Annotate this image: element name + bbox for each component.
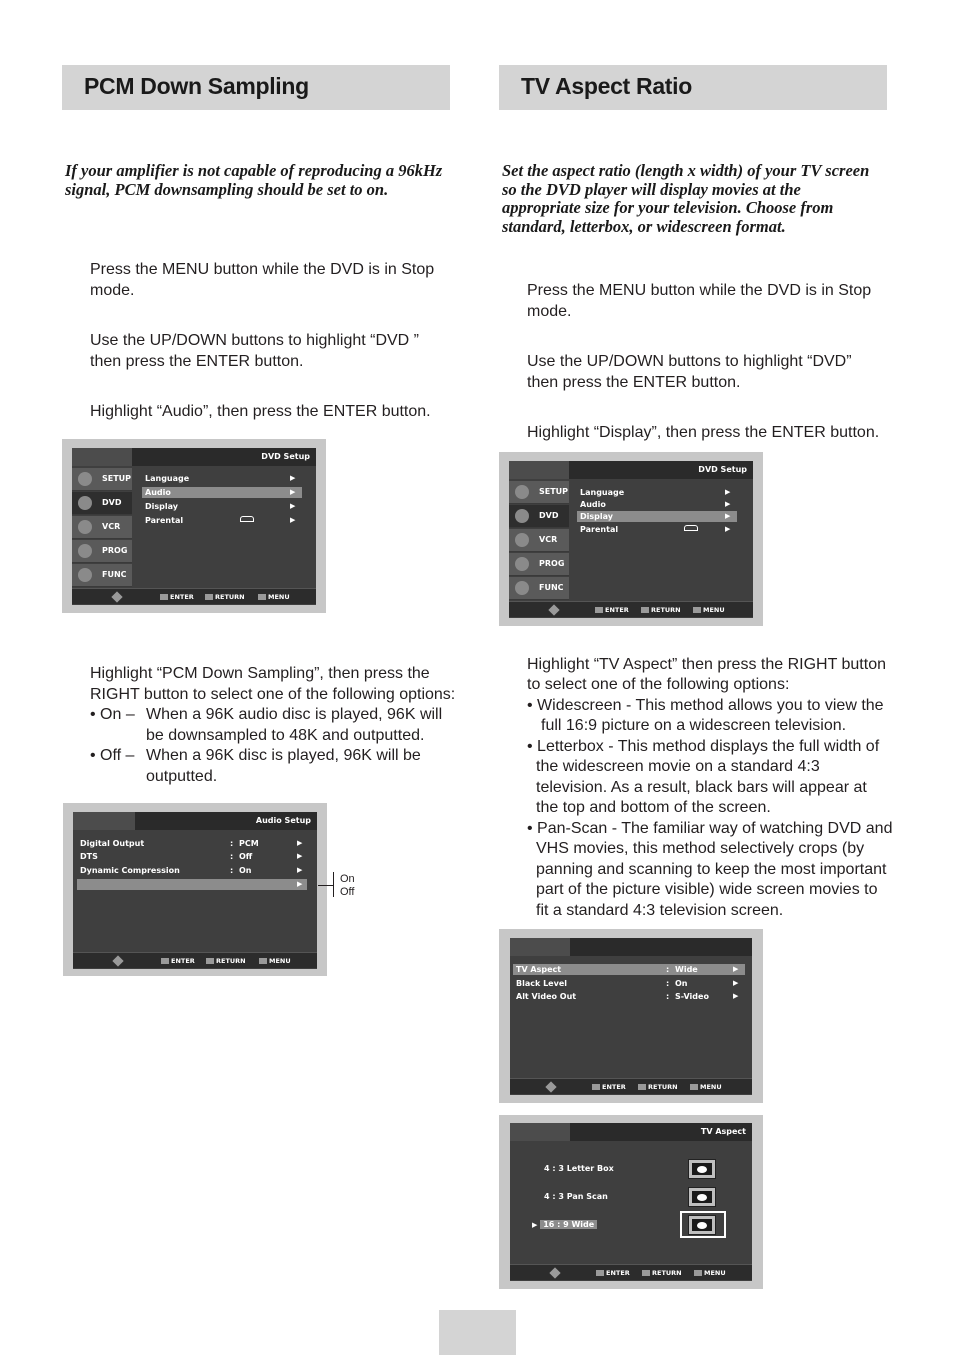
pcm-step-4-line2: RIGHT button to select one of the following options: [90, 686, 456, 703]
menu-icon [694, 1270, 702, 1276]
osd-title: TV Aspect [700, 1127, 746, 1136]
display-row-tv-aspect: TV Aspect : Wide ▶ [513, 964, 745, 975]
move-icon [112, 955, 123, 966]
nav-setup: SETUP [509, 481, 569, 504]
enter-icon [595, 607, 603, 613]
pcm-option-off-desc1: When a 96K disc is played, 96K will be [146, 747, 421, 764]
pcm-step-1: Press the MENU button while the DVD is in Stop mode. [90, 261, 435, 299]
function-icon [515, 581, 529, 595]
tv-option-panscan-2: VHS movies, this method selectively crops (by [536, 840, 865, 857]
pcm-option-off-desc2: outputted. [146, 768, 218, 785]
menu-icon [693, 607, 701, 613]
audio-row-dts: DTS : Off ▶ [80, 852, 303, 861]
nav-prog: PROG [509, 553, 569, 576]
gear-icon [78, 472, 92, 486]
side-label-off: Off [340, 886, 355, 898]
pcm-option-on-desc2: be downsampled to 48K and outputted. [146, 727, 425, 744]
tv-option-letterbox-4: the top and bottom of the screen. [536, 799, 771, 816]
display-row-black-level: Black Level : On ▶ [516, 979, 739, 988]
tv-option-panscan-5: fit a standard 4:3 television screen. [536, 902, 784, 919]
audio-row-digital-output: Digital Output : PCM ▶ [80, 839, 303, 848]
move-icon [549, 1267, 560, 1278]
enter-icon [592, 1084, 600, 1090]
disc-icon [78, 496, 92, 510]
menu-icon [258, 594, 266, 600]
tv-step-4-line2: to select one of the following options: [527, 676, 790, 693]
osd-bottom-bar: ENTER RETURN MENU [73, 952, 317, 968]
panscan-tv-icon [688, 1187, 716, 1207]
side-label-on: On [340, 873, 355, 885]
osd-screen [72, 448, 316, 605]
lock-icon [240, 516, 254, 522]
nav-func: FUNC [509, 577, 569, 600]
osd-screenshot-audio-setup [63, 803, 327, 976]
move-icon [545, 1081, 556, 1092]
osd-title-bar [72, 448, 316, 466]
tv-step-3: Highlight “Display”, then press the ENTER button. [527, 424, 880, 441]
pcm-option-off-label: • Off – [90, 747, 135, 764]
osd-screenshot-dvd-setup-display [499, 452, 763, 626]
return-icon [205, 594, 213, 600]
tv-option-widescreen-2: full 16:9 picture on a widescreen television. [541, 717, 847, 734]
tv-option-letterbox-2: the widescreen movie on a standard 4:3 [536, 758, 820, 775]
letterbox-tv-icon [688, 1159, 716, 1179]
tv-option-panscan-4: part of the picture visible) wide screen movies to [536, 881, 878, 898]
lock-icon [684, 525, 698, 531]
pcm-step-4-line1: Highlight “PCM Down Sampling”, then press the [90, 665, 430, 682]
osd-screenshot-dvd-setup-audio [62, 439, 326, 613]
function-icon [78, 568, 92, 582]
section-title-tv-aspect: TV Aspect Ratio [521, 73, 693, 99]
display-row-alt-video-out: Alt Video Out : S-Video ▶ [516, 992, 739, 1001]
aspect-option-wide: ▶ 16 : 9 Wide [532, 1220, 597, 1229]
nav-prog: PROG [72, 540, 132, 563]
return-icon [641, 607, 649, 613]
osd-title: Audio Setup [255, 816, 311, 825]
menu-item-parental: Parental ▶ [580, 525, 731, 534]
enter-icon [596, 1270, 604, 1276]
menu-item-parental: Parental ▶ [145, 516, 296, 525]
osd-bottom-bar: ENTER RETURN MENU [509, 601, 753, 617]
menu-icon [690, 1084, 698, 1090]
osd-screen [510, 1123, 752, 1281]
callout-line [318, 885, 333, 886]
osd-screenshot-display-setup [499, 929, 763, 1103]
audio-row-dynamic-compression: Dynamic Compression : On ▶ [80, 866, 303, 875]
pcm-option-on-desc1: When a 96K audio disc is played, 96K will [146, 706, 443, 723]
osd-title-bar [509, 461, 753, 479]
clock-icon [515, 557, 529, 571]
tv-option-letterbox-1: • Letterbox - This method displays the full width of [527, 738, 880, 755]
disc-icon [515, 509, 529, 523]
section-title-pcm: PCM Down Sampling [84, 73, 309, 99]
return-icon [642, 1270, 650, 1276]
section-header-pcm [62, 65, 450, 110]
osd-title: DVD Setup [698, 465, 747, 474]
tv-option-letterbox-3: television. As a result, black bars will appear at [536, 779, 867, 796]
tv-step-2: Use the UP/DOWN buttons to highlight “DVD” then press the ENTER button. [527, 353, 852, 391]
return-icon [206, 958, 214, 964]
osd-title-bar [73, 812, 317, 830]
nav-vcr: VCR [72, 516, 132, 539]
nav-setup: SETUP [72, 468, 132, 491]
menu-item-display: Display ▶ [577, 511, 737, 522]
nav-dvd: DVD [509, 505, 569, 528]
nav-dvd: DVD [72, 492, 132, 515]
osd-screen [510, 938, 752, 1095]
aspect-option-letterbox: 4 : 3 Letter Box [544, 1164, 614, 1173]
return-icon [638, 1084, 646, 1090]
section-header-tv-aspect [499, 65, 887, 110]
enter-icon [161, 958, 169, 964]
move-icon [111, 591, 122, 602]
tv-option-widescreen-1: • Widescreen - This method allows you to view the [527, 697, 884, 714]
menu-item-display: Display ▶ [145, 502, 296, 511]
osd-bottom-bar: ENTER RETURN MENU [72, 588, 316, 604]
osd-screen [73, 812, 317, 969]
nav-func: FUNC [72, 564, 132, 587]
osd-title-bar [510, 938, 752, 956]
osd-title-bar [510, 1123, 752, 1141]
menu-item-language: Language ▶ [580, 488, 731, 497]
tv-step-4-line1: Highlight “TV Aspect” then press the RIGHT button [527, 656, 886, 673]
aspect-option-panscan: 4 : 3 Pan Scan [544, 1192, 608, 1201]
osd-bottom-bar: ENTER RETURN MENU [510, 1264, 752, 1280]
osd-bottom-bar: ENTER RETURN MENU [510, 1078, 752, 1094]
enter-icon [160, 594, 168, 600]
page-number-tab [439, 1310, 516, 1355]
tv-option-panscan-1: • Pan-Scan - The familiar way of watching DVD and [527, 820, 893, 837]
clock-icon [78, 544, 92, 558]
move-icon [548, 604, 559, 615]
menu-item-language: Language ▶ [145, 474, 296, 483]
pcm-intro: If your amplifier is not capable of reproducing a 96kHz signal, PCM downsampling should be set to on. [65, 161, 443, 199]
osd-title: DVD Setup [261, 452, 310, 461]
menu-icon [259, 958, 267, 964]
menu-item-audio: Audio ▶ [142, 487, 302, 498]
pcm-step-2: Use the UP/DOWN buttons to highlight “DVD ” then press the ENTER button. [90, 332, 420, 370]
tv-option-panscan-3: panning and scanning to keep the most important [536, 861, 887, 878]
wide-tv-icon [688, 1215, 716, 1235]
tv-step-1: Press the MENU button while the DVD is in Stop mode. [527, 282, 872, 320]
nav-vcr: VCR [509, 529, 569, 552]
pcm-step-3: Highlight “Audio”, then press the ENTER button. [90, 403, 431, 420]
gear-icon [515, 485, 529, 499]
tv-aspect-intro: Set the aspect ratio (length x width) of your TV screen so the DVD player will display movies at the appropriate size for your television. Choose from standard, letterbox, or widescreen format. [502, 161, 870, 236]
pcm-option-on-label: • On – [90, 706, 135, 723]
audio-row-pcm-down-sampling: ▶ [77, 879, 307, 890]
vcr-icon [515, 533, 529, 547]
osd-screen [509, 461, 753, 618]
callout-bracket [333, 872, 334, 897]
osd-screenshot-tv-aspect [499, 1115, 763, 1289]
menu-item-audio: Audio ▶ [580, 500, 731, 509]
vcr-icon [78, 520, 92, 534]
